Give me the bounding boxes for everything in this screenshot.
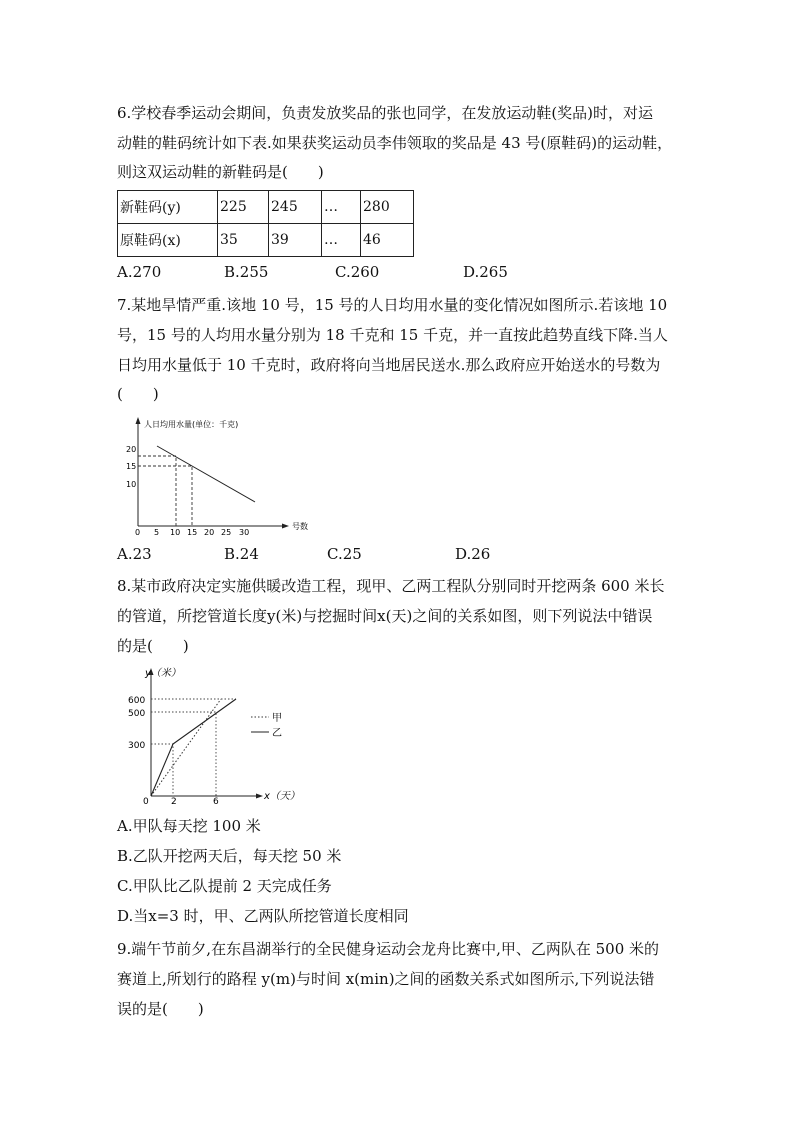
guide-line-10	[138, 456, 176, 526]
q6-line-3: 则这双运动鞋的新鞋码是( )	[117, 163, 324, 181]
x-tick-label: 0	[135, 528, 141, 536]
table-cell: 35	[218, 224, 269, 257]
x-tick-label: 20	[204, 528, 215, 536]
y-tick-label: 20	[126, 445, 137, 454]
y-tick-label: 500	[128, 709, 146, 719]
x-tick-label: 10	[170, 528, 181, 536]
q8-line-3: 的是( )	[117, 637, 189, 655]
x-tick-label: 25	[221, 528, 232, 536]
table-cell: 46	[361, 224, 414, 257]
q9-line-1: 9.端午节前夕,在东昌湖举行的全民健身运动会龙舟比赛中,甲、乙两队在 500 米的	[117, 940, 660, 958]
q6-option-d: D.265	[463, 263, 508, 281]
x-axis-label: 号数	[292, 522, 308, 531]
series-jia-line	[151, 699, 221, 796]
q8-line-1: 8.某市政府决定实施供暖改造工程，现甲、乙两工程队分别同时开挖两条 600 米长	[117, 577, 665, 595]
table-cell: 39	[269, 224, 322, 257]
y-tick-label: 600	[128, 696, 146, 706]
q8-line-2: 的管道，所挖管道长度y(米)与挖掘时间x(天)之间的关系如图，则下列说法中错误	[117, 607, 653, 625]
x-tick-label: 6	[213, 797, 219, 806]
table-cell: …	[322, 224, 361, 257]
table-row	[118, 191, 414, 224]
shoe-size-table	[117, 190, 414, 257]
water-usage-chart	[115, 414, 325, 536]
x-tick-label: 2	[171, 797, 177, 806]
q6-option-a: A.270	[117, 263, 162, 281]
q7-line-2: 号，15 号的人均用水量分别为 18 千克和 15 千克，并一直按此趋势直线下降.当人	[117, 326, 668, 344]
q9-line-3: 误的是( )	[117, 1000, 204, 1018]
q6-line-2: 动鞋的鞋码统计如下表.如果获奖运动员李伟领取的奖品是 43 号(原鞋码)的运动鞋，	[117, 134, 673, 152]
q7-line-1: 7.某地旱情严重.该地 10 号，15 号的人日均用水量的变化情况如图所示.若该地 10	[117, 296, 668, 314]
q8-choice-b: B.乙队开挖两天后，每天挖 50 米	[117, 847, 342, 865]
q7-line-4: ( )	[117, 385, 159, 403]
x-axis-arrow-icon	[282, 524, 289, 529]
legend-label-jia: 甲	[272, 713, 282, 724]
x-tick-label: 15	[187, 528, 198, 536]
legend-label-yi: 乙	[272, 728, 282, 739]
table-cell: …	[322, 191, 361, 224]
q8-choice-d: D.当x=3 时，甲、乙两队所挖管道长度相同	[117, 907, 409, 925]
table-cell: 原鞋码(x)	[118, 224, 218, 257]
x-axis-label: x（天）	[264, 791, 300, 802]
q7-option-a: A.23	[117, 545, 152, 563]
y-tick-label: 15	[126, 462, 137, 471]
y-tick-label: 10	[126, 480, 137, 489]
q6-option-b: B.255	[224, 263, 269, 281]
q7-option-b: B.24	[224, 545, 259, 563]
guide-line-15	[138, 466, 192, 526]
q9-line-2: 赛道上,所划行的路程 y(m)与时间 x(min)之间的函数关系式如图所示,下列说法错	[117, 970, 655, 988]
table-cell: 280	[361, 191, 414, 224]
table-row	[118, 224, 414, 257]
q7-option-c: C.25	[327, 545, 362, 563]
table-cell: 新鞋码(y)	[118, 191, 218, 224]
water-usage-line	[157, 446, 255, 502]
q6-option-c: C.260	[335, 263, 380, 281]
y-tick-label: 300	[128, 741, 146, 751]
series-yi-line	[151, 699, 236, 796]
q7-option-d: D.26	[455, 545, 491, 563]
q7-line-3: 日均用水量低于 10 千克时，政府将向当地居民送水.那么政府应开始送水的号数为	[117, 356, 661, 374]
y-axis-label: y（米）	[145, 668, 181, 679]
q8-choice-c: C.甲队比乙队提前 2 天完成任务	[117, 877, 332, 895]
x-tick-label: 30	[239, 528, 250, 536]
q8-choice-a: A.甲队每天挖 100 米	[117, 817, 261, 835]
x-tick-label: 0	[143, 797, 149, 806]
guide-line-500	[151, 712, 216, 796]
x-axis-arrow-icon	[256, 794, 263, 799]
q6-line-1: 6.学校春季运动会期间，负责发放奖品的张也同学，在发放运动鞋(奖品)时，对运	[117, 104, 654, 122]
pipeline-chart	[125, 662, 315, 806]
y-axis-label: 人日均用水量(单位：千克)	[144, 420, 239, 429]
y-axis-arrow-icon	[136, 417, 141, 424]
x-tick-label: 5	[154, 528, 160, 536]
table-cell: 245	[269, 191, 322, 224]
table-cell: 225	[218, 191, 269, 224]
